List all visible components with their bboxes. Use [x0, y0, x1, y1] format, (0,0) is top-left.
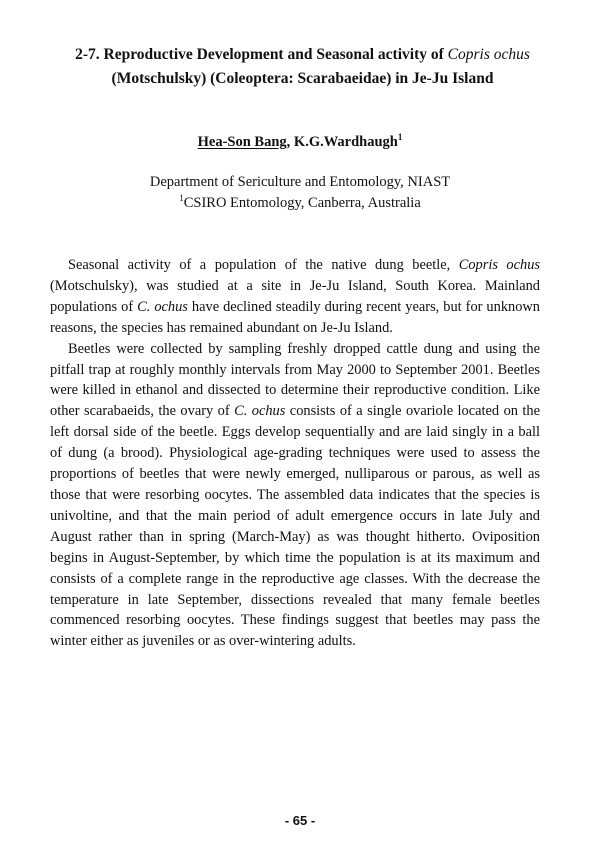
- abstract-p1-text-e: have declined steadily during recent years, but for unknown reasons, the species has remained abundant on Je-Ju Island.: [50, 298, 540, 336]
- abstract-body: [50, 255, 540, 652]
- coauthor-affiliation-mark: 1: [397, 132, 403, 143]
- abstract-p1-species-abbrev: C. ochus: [137, 298, 188, 315]
- abstract-p1-text-a: Seasonal activity of a population of the native dung beetle,: [68, 257, 459, 273]
- abstract-p1-text-c: (Motschulsky), was studied at a site in Je-Ju Island, South Korea. Mainland populations of: [50, 277, 540, 315]
- coauthor: K.G.Wardhaugh: [293, 134, 398, 150]
- author-separator: ,: [286, 134, 294, 150]
- title-prefix: 2-7. Reproductive Development and Seasonal activity of: [75, 46, 448, 63]
- abstract-p1-species: Copris ochus: [458, 257, 540, 273]
- paper-title: [40, 43, 565, 91]
- affiliation-block: [0, 172, 600, 214]
- affiliation-secondary: CSIRO Entomology, Canberra, Australia: [183, 195, 421, 211]
- title-species-name: Copris ochus: [447, 46, 530, 63]
- affiliation-secondary-mark: 1: [179, 193, 184, 204]
- presenting-author: Hea-Son Bang: [197, 134, 287, 150]
- abstract-p2-text-a: Beetles were collected by sampling freshly dropped cattle dung and using the pitfall trap at roughly monthly intervals from May 2000 to September 2001. Beetles were killed in ethanol and dissected to determine their reproductive condition. Like other scarabaeids, the ovary of: [50, 340, 540, 420]
- affiliation-secondary-line: [0, 193, 600, 214]
- abstract-p2-text-c: consists of a single ovariole located on the left dorsal side of the beetle. Eggs develop sequentially and are laid singly in a ball of dung (a brood). Physiological age-grading techniques were used to assess the proportions of beetles that were newly emerged, nulliparous or parous, as well as those that were resorbing oocytes. The assembled data indicates that the species is univoltine, and that the main period of adult emergence occurs in late July and August rather than in spring (March-May) as was thought hitherto. Oviposition begins in August-September, by which time the population is at its maximum and consists of a complete range in the reproductive age classes. With the decrease the temperature in late September, dissections revealed that many female beetles commenced resorbing oocytes. These findings suggest that beetles may pass the winter either as juveniles or as over-wintering adults.: [50, 403, 540, 650]
- page-number: - 65 -: [284, 813, 316, 828]
- abstract-paragraph-2: [50, 339, 540, 653]
- abstract-p2-species-abbrev: C. ochus: [234, 403, 286, 420]
- affiliation-primary: Department of Sericulture and Entomology, NIAST: [149, 174, 451, 190]
- title-suffix: (Motschulsky) (Coleoptera: Scarabaeidae) in Je-Ju Island: [111, 70, 494, 87]
- abstract-paragraph-1: [50, 255, 540, 339]
- author-list: [0, 132, 600, 152]
